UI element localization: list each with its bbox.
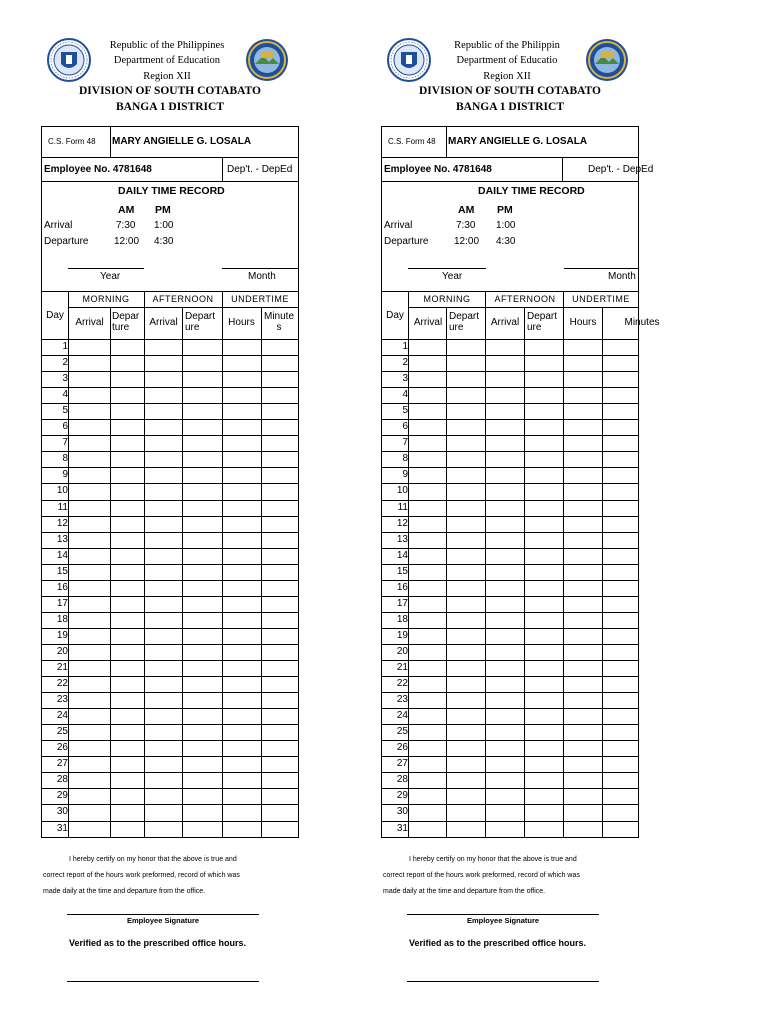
morning-header: MORNING <box>423 294 471 304</box>
row-divider <box>382 708 638 709</box>
afternoon-header: AFTERNOON <box>152 294 214 304</box>
certification-line-3: made daily at the time and departure from the office. <box>43 888 206 895</box>
day-number: 24 <box>396 710 408 722</box>
header-republic: Republic of the Philippines <box>109 40 225 51</box>
day-header: Day <box>386 310 404 321</box>
pm-departure-header: Depart ure <box>527 311 558 333</box>
verifier-signature-line[interactable] <box>67 981 259 982</box>
day-number: 23 <box>396 694 408 706</box>
day-number: 6 <box>402 421 408 433</box>
dtr-table <box>381 126 660 838</box>
undertime-header: UNDERTIME <box>572 294 630 304</box>
row-divider <box>42 355 298 356</box>
district-title: BANGA 1 DISTRICT <box>456 101 564 113</box>
day-number: 13 <box>56 533 68 545</box>
division-seal-icon <box>585 38 629 82</box>
row-divider <box>42 483 298 484</box>
row-divider <box>382 660 638 661</box>
row-divider <box>42 788 298 789</box>
row-divider <box>382 821 638 822</box>
row-divider <box>42 740 298 741</box>
row-divider <box>382 435 638 436</box>
row-divider <box>382 644 638 645</box>
deped-seal-icon <box>47 38 91 82</box>
day-number: 10 <box>56 485 68 497</box>
afternoon-header: AFTERNOON <box>494 294 556 304</box>
pm-label: PM <box>155 204 171 216</box>
employee-signature-label: Employee Signature <box>126 916 200 925</box>
day-number: 10 <box>396 485 408 497</box>
row-divider <box>42 644 298 645</box>
row-divider <box>382 403 638 404</box>
arrival-pm: 1:00 <box>154 220 174 231</box>
row-divider <box>42 692 298 693</box>
day-number: 17 <box>396 597 408 609</box>
row-divider <box>42 403 298 404</box>
day-number: 3 <box>62 373 68 385</box>
row-divider <box>382 724 638 725</box>
row-divider <box>382 467 638 468</box>
day-number: 16 <box>396 581 408 593</box>
row-divider <box>42 837 298 838</box>
minutes-header: Minutes <box>624 317 660 328</box>
row-divider <box>42 580 298 581</box>
row-divider <box>42 708 298 709</box>
am-departure-header: Depart ure <box>449 311 480 333</box>
row-divider <box>42 516 298 517</box>
row-divider <box>382 676 638 677</box>
department: Dep't. - DepEd <box>588 164 654 175</box>
day-number: 29 <box>56 790 68 802</box>
day-number: 12 <box>56 517 68 529</box>
row-divider <box>42 371 298 372</box>
month-label: Month <box>608 271 636 282</box>
departure-label: Departure <box>384 236 429 247</box>
day-number: 20 <box>56 645 68 657</box>
dtr-form-left <box>41 0 299 1024</box>
day-number: 30 <box>396 806 408 818</box>
day-number: 9 <box>402 469 408 481</box>
month-label: Month <box>248 271 276 282</box>
day-number: 4 <box>62 389 68 401</box>
day-number: 9 <box>62 469 68 481</box>
day-number: 19 <box>56 629 68 641</box>
minutes-header: Minute s <box>263 311 294 333</box>
certification-line-2: correct report of the hours work preformed, record of which was <box>383 872 580 879</box>
am-arrival-header: Arrival <box>75 317 104 328</box>
am-departure-header: Depar ture <box>112 311 140 333</box>
day-number: 24 <box>56 710 68 722</box>
am-label: AM <box>458 204 475 216</box>
row-divider <box>42 419 298 420</box>
verified-text: Verified as to the prescribed office hours. <box>409 938 587 948</box>
day-number: 26 <box>396 742 408 754</box>
day-number: 11 <box>57 501 68 513</box>
day-number: 28 <box>396 774 408 786</box>
certification-line-2: correct report of the hours work preformed, record of which was <box>43 872 240 879</box>
day-number: 18 <box>56 613 68 625</box>
day-number: 14 <box>56 549 68 561</box>
day-number: 3 <box>402 373 408 385</box>
am-arrival-header: Arrival <box>413 317 443 328</box>
header <box>41 36 299 118</box>
year-label: Year <box>442 271 463 282</box>
row-divider <box>382 788 638 789</box>
day-number: 27 <box>396 758 408 770</box>
day-number: 5 <box>62 405 68 417</box>
departure-label: Departure <box>44 236 89 247</box>
row-divider <box>42 500 298 501</box>
employee-number: Employee No. 4781648 <box>44 164 152 175</box>
row-divider <box>382 804 638 805</box>
row-divider <box>42 804 298 805</box>
row-divider <box>382 772 638 773</box>
row-divider <box>382 837 638 838</box>
row-divider <box>42 628 298 629</box>
day-number: 28 <box>56 774 68 786</box>
row-divider <box>42 532 298 533</box>
verified-text: Verified as to the prescribed office hours. <box>69 938 247 948</box>
row-divider <box>382 596 638 597</box>
row-divider <box>42 467 298 468</box>
arrival-label: Arrival <box>384 220 413 231</box>
row-divider <box>42 821 298 822</box>
day-number: 1 <box>62 341 68 352</box>
row-divider <box>42 676 298 677</box>
day-number: 2 <box>402 357 408 369</box>
pm-label: PM <box>497 204 513 216</box>
row-divider <box>382 371 638 372</box>
header-republic: Republic of the Philippin <box>454 40 560 51</box>
row-divider <box>382 483 638 484</box>
row-divider <box>42 756 298 757</box>
row-divider <box>42 564 298 565</box>
departure-am: 12:00 <box>454 236 480 247</box>
signature-line[interactable] <box>67 914 259 915</box>
deped-seal-icon <box>387 38 431 82</box>
day-number: 16 <box>56 581 68 593</box>
undertime-header: UNDERTIME <box>231 294 289 304</box>
day-number: 20 <box>396 645 408 657</box>
header-region: Region XII <box>143 71 191 82</box>
header-region: Region XII <box>483 71 531 82</box>
day-number: 31 <box>56 822 68 834</box>
cs-form-label: C.S. Form 48 <box>388 137 436 146</box>
day-number: 18 <box>396 613 408 625</box>
arrival-label: Arrival <box>44 220 73 231</box>
division-seal-icon <box>245 38 289 82</box>
arrival-am: 7:30 <box>456 220 476 231</box>
division-title: DIVISION OF SOUTH COTABATO <box>78 85 261 97</box>
departure-pm: 4:30 <box>154 236 174 247</box>
district-title: BANGA 1 DISTRICT <box>116 101 224 113</box>
hours-header: Hours <box>228 317 255 328</box>
row-divider <box>42 451 298 452</box>
row-divider <box>382 500 638 501</box>
day-number: 7 <box>62 437 68 449</box>
departure-pm: 4:30 <box>496 236 516 247</box>
row-divider <box>382 355 638 356</box>
row-divider <box>382 628 638 629</box>
row-divider <box>42 387 298 388</box>
day-number: 7 <box>402 437 408 449</box>
day-number: 22 <box>396 678 408 690</box>
dtr-title: DAILY TIME RECORD <box>118 185 225 197</box>
employee-name: MARY ANGIELLE G. LOSALA <box>112 136 252 147</box>
employee-signature-label: Employee Signature <box>466 916 540 925</box>
am-label: AM <box>118 204 135 216</box>
dtr-form-right <box>381 0 660 1024</box>
day-number: 4 <box>402 389 408 401</box>
verifier-signature-line[interactable] <box>407 981 599 982</box>
day-number: 25 <box>56 726 68 738</box>
arrival-am: 7:30 <box>116 220 136 231</box>
day-number: 6 <box>62 421 68 433</box>
row-divider <box>42 596 298 597</box>
row-divider <box>382 548 638 549</box>
division-title: DIVISION OF SOUTH COTABATO <box>418 85 601 97</box>
signature-line[interactable] <box>407 914 599 915</box>
row-divider <box>382 532 638 533</box>
row-divider <box>382 612 638 613</box>
day-number: 25 <box>396 726 408 738</box>
row-divider <box>42 612 298 613</box>
employee-number: Employee No. 4781648 <box>384 164 492 175</box>
cs-form-label: C.S. Form 48 <box>48 137 96 146</box>
certification-line-3: made daily at the time and departure from the office. <box>383 888 546 895</box>
row-divider <box>382 387 638 388</box>
day-number: 29 <box>396 790 408 802</box>
row-divider <box>42 660 298 661</box>
day-number: 1 <box>402 341 408 352</box>
day-number: 11 <box>397 501 408 513</box>
hours-header: Hours <box>569 317 597 328</box>
day-number: 30 <box>56 806 68 818</box>
row-divider <box>382 740 638 741</box>
day-number: 21 <box>396 662 408 673</box>
morning-header: MORNING <box>82 294 130 304</box>
department: Dep't. - DepEd <box>227 164 293 175</box>
day-number: 21 <box>56 662 68 673</box>
row-divider <box>382 756 638 757</box>
row-divider <box>382 451 638 452</box>
dtr-table <box>41 126 299 838</box>
day-number: 13 <box>396 533 408 545</box>
row-divider <box>382 692 638 693</box>
day-number: 31 <box>396 822 408 834</box>
day-number: 19 <box>396 629 408 641</box>
dtr-title: DAILY TIME RECORD <box>478 185 585 197</box>
row-divider <box>382 564 638 565</box>
certification-line-1: I hereby certify on my honor that the above is true and <box>409 856 577 863</box>
pm-departure-header: Depart ure <box>185 311 216 333</box>
day-number: 5 <box>402 405 408 417</box>
row-divider <box>382 419 638 420</box>
arrival-pm: 1:00 <box>496 220 516 231</box>
row-divider <box>42 548 298 549</box>
row-divider <box>382 580 638 581</box>
day-number: 12 <box>396 517 408 529</box>
day-number: 8 <box>402 453 408 465</box>
row-divider <box>42 724 298 725</box>
departure-am: 12:00 <box>114 236 140 247</box>
day-number: 14 <box>396 549 408 561</box>
row-divider <box>42 435 298 436</box>
day-number: 22 <box>56 678 68 690</box>
day-number: 8 <box>62 453 68 465</box>
day-number: 15 <box>396 565 408 577</box>
pm-arrival-header: Arrival <box>490 317 520 328</box>
day-header: Day <box>46 310 64 321</box>
employee-name: MARY ANGIELLE G. LOSALA <box>448 136 588 147</box>
pm-arrival-header: Arrival <box>149 317 178 328</box>
header <box>381 36 639 118</box>
row-divider <box>42 772 298 773</box>
day-number: 2 <box>62 357 68 369</box>
day-number: 27 <box>56 758 68 770</box>
year-label: Year <box>100 271 121 282</box>
day-number: 17 <box>56 597 68 609</box>
header-department: Department of Education <box>113 55 221 66</box>
day-number: 26 <box>56 742 68 754</box>
certification-line-1: I hereby certify on my honor that the above is true and <box>69 856 237 863</box>
day-number: 23 <box>56 694 68 706</box>
header-department: Department of Educatio <box>456 55 558 66</box>
row-divider <box>382 516 638 517</box>
day-number: 15 <box>56 565 68 577</box>
